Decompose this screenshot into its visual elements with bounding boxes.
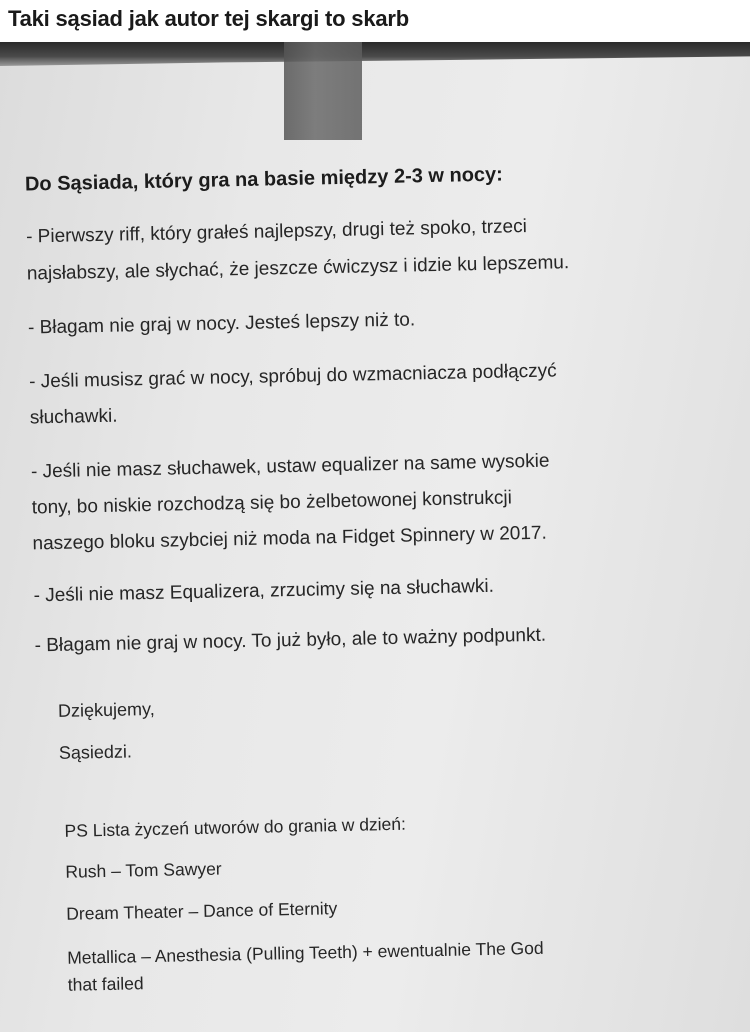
post-header [0,0,750,40]
note-heading: Do Sąsiada, który gra na basie między 2-3 w nocy: [24,163,504,196]
note-line: - Błagam nie graj w nocy. Jesteś lepszy niż to. [27,309,416,339]
ps-item: Dream Theater – Dance of Eternity [66,898,338,924]
note-signature: Sąsiedzi. [58,741,133,763]
note-photo [0,42,750,1032]
note-paper [0,42,750,1032]
ps-item: that failed [67,973,144,995]
note-line: słuchawki. [29,405,118,429]
note-line: najsłabszy, ale słychać, że jeszcze ćwiczysz i idzie ku lepszemu. [26,252,570,285]
ps-heading: PS Lista życzeń utworów do grania w dzień: [64,813,407,841]
note-line: tony, bo niskie rozchodzą się bo żelbetowonej konstrukcji [31,487,513,519]
ps-item: Rush – Tom Sawyer [65,858,222,882]
note-line: - Pierwszy riff, który grałeś najlepszy, drugi też spoko, trzeci [25,216,528,248]
post-title[interactable]: Taki sąsiad jak autor tej skargi to skarb [8,6,410,31]
note-line: - Błagam nie graj w nocy. To już było, ale to ważny podpunkt. [34,624,547,657]
note-line: - Jeśli nie masz słuchawek, ustaw equalizer na same wysokie [30,450,550,483]
note-closing: Dziękujemy, [57,698,155,721]
note-line: - Jeśli musisz grać w nocy, spróbuj do wzmacniacza podłączyć [28,360,557,393]
note-line: - Jeśli nie masz Equalizera, zrzucimy się na słuchawki. [33,575,495,607]
note-line: naszego bloku szybciej niż moda na Fidget Spinnery w 2017. [32,522,547,555]
ps-item: Metallica – Anesthesia (Pulling Teeth) + ewentualnie The God [66,937,544,968]
